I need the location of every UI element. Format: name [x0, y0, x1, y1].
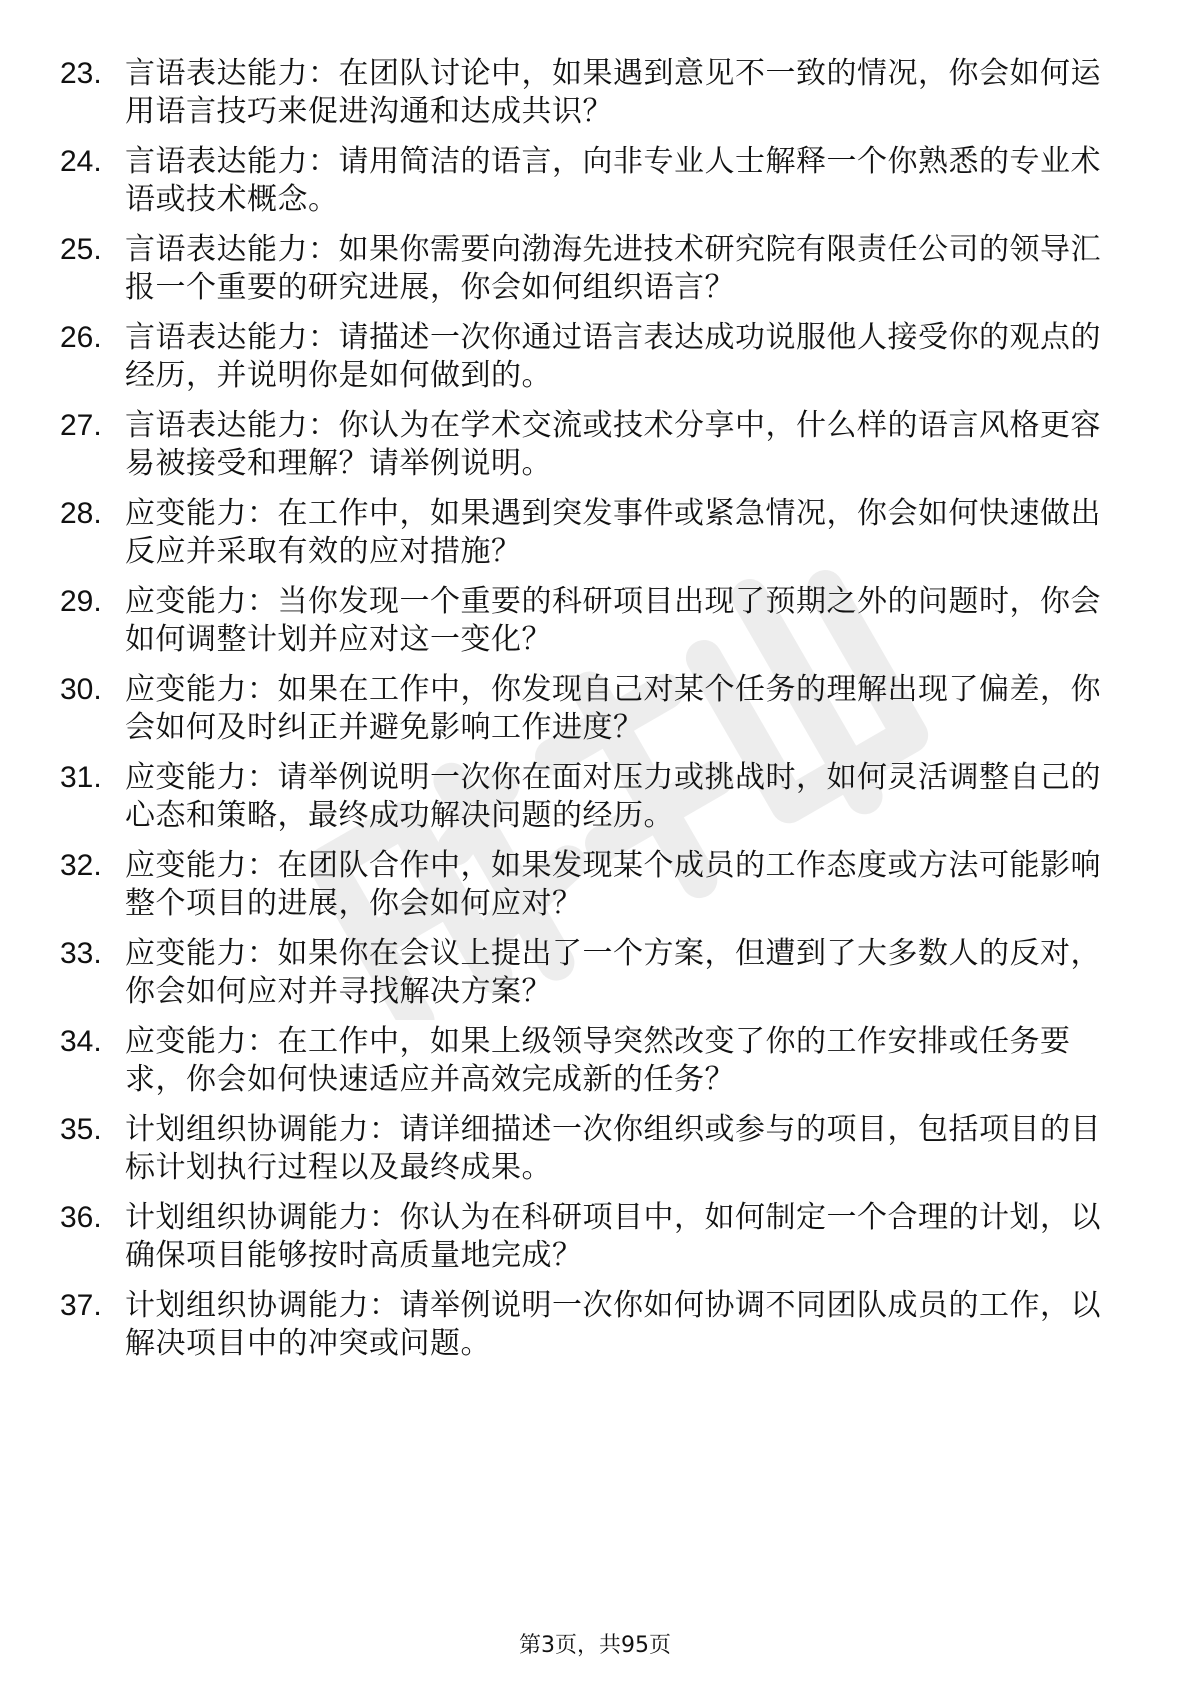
question-text: 应变能力：在团队合作中，如果发现某个成员的工作态度或方法可能影响整个项目的进展，你会如何应对？	[125, 848, 1101, 921]
question-number: 24.	[60, 145, 102, 178]
question-number: 36.	[60, 1201, 102, 1234]
question-text: 应变能力：在工作中，如果上级领导突然改变了你的工作安排或任务要求，你会如何快速适应并高效完成新的任务？	[125, 1024, 1071, 1097]
question-number: 34.	[60, 1025, 102, 1058]
question-item	[60, 55, 1120, 131]
question-list	[60, 55, 1120, 1375]
question-number: 35.	[60, 1113, 102, 1146]
question-number: 23.	[60, 57, 102, 90]
question-number: 33.	[60, 937, 102, 970]
question-text: 应变能力：如果在工作中，你发现自己对某个任务的理解出现了偏差，你会如何及时纠正并避免影响工作进度？	[125, 672, 1101, 745]
question-text: 计划组织协调能力：你认为在科研项目中，如何制定一个合理的计划，以确保项目能够按时高质量地完成？	[125, 1200, 1101, 1273]
question-text: 应变能力：当你发现一个重要的科研项目出现了预期之外的问题时，你会如何调整计划并应对这一变化？	[125, 584, 1101, 657]
question-item	[60, 407, 1120, 483]
question-item	[60, 143, 1120, 219]
question-number: 26.	[60, 321, 102, 354]
question-text: 计划组织协调能力：请详细描述一次你组织或参与的项目，包括项目的目标计划执行过程以及最终成果。	[125, 1112, 1101, 1185]
question-item	[60, 759, 1120, 835]
question-text: 应变能力：请举例说明一次你在面对压力或挑战时，如何灵活调整自己的心态和策略，最终成功解决问题的经历。	[125, 760, 1101, 833]
question-text: 应变能力：如果你在会议上提出了一个方案，但遭到了大多数人的反对，你会如何应对并寻找解决方案？	[125, 936, 1101, 1009]
question-number: 27.	[60, 409, 102, 442]
question-number: 31.	[60, 761, 102, 794]
question-item	[60, 1287, 1120, 1363]
page-number: 第3页，共95页	[519, 1633, 671, 1658]
question-item	[60, 671, 1120, 747]
question-number: 25.	[60, 233, 102, 266]
question-text: 计划组织协调能力：请举例说明一次你如何协调不同团队成员的工作，以解决项目中的冲突或问题。	[125, 1288, 1101, 1361]
question-item	[60, 847, 1120, 923]
question-text: 言语表达能力：如果你需要向渤海先进技术研究院有限责任公司的领导汇报一个重要的研究进展，你会如何组织语言？	[125, 232, 1101, 305]
question-item	[60, 1111, 1120, 1187]
question-text: 言语表达能力：在团队讨论中，如果遇到意见不一致的情况，你会如何运用语言技巧来促进沟通和达成共识？	[125, 56, 1101, 129]
question-item	[60, 1199, 1120, 1275]
question-item	[60, 935, 1120, 1011]
question-item	[60, 319, 1120, 395]
question-item	[60, 231, 1120, 307]
question-item	[60, 1023, 1120, 1099]
question-text: 言语表达能力：请描述一次你通过语言表达成功说服他人接受你的观点的经历，并说明你是如何做到的。	[125, 320, 1101, 393]
question-number: 32.	[60, 849, 102, 882]
question-number: 37.	[60, 1289, 102, 1322]
question-item	[60, 495, 1120, 571]
question-number: 30.	[60, 673, 102, 706]
question-item	[60, 583, 1120, 659]
question-text: 言语表达能力：你认为在学术交流或技术分享中，什么样的语言风格更容易被接受和理解？请举例说明。	[125, 408, 1101, 481]
question-text: 应变能力：在工作中，如果遇到突发事件或紧急情况，你会如何快速做出反应并采取有效的应对措施？	[125, 496, 1101, 569]
question-number: 29.	[60, 585, 102, 618]
question-number: 28.	[60, 497, 102, 530]
question-text: 言语表达能力：请用简洁的语言，向非专业人士解释一个你熟悉的专业术语或技术概念。	[125, 144, 1101, 217]
